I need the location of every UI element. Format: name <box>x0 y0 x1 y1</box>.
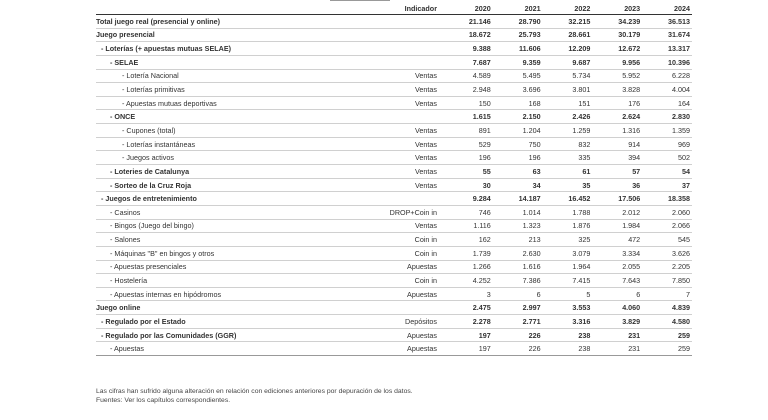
data-table-container <box>96 0 692 356</box>
row-value: 36 <box>592 178 642 192</box>
row-indicator <box>311 110 443 124</box>
row-value: 545 <box>642 233 692 247</box>
row-value: 34.239 <box>592 15 642 29</box>
row-indicator: Ventas <box>311 151 443 165</box>
row-value: 7.415 <box>543 274 593 288</box>
row-value: 3 <box>443 287 493 301</box>
header-year: 2023 <box>592 0 642 15</box>
row-label: - Apuestas internas en hipódromos <box>96 287 311 301</box>
table-row <box>96 342 692 356</box>
row-label: - Regulado por el Estado <box>96 315 311 329</box>
row-value: 2.060 <box>642 205 692 219</box>
row-label: - Bingos (Juego del bingo) <box>96 219 311 233</box>
row-value: 1.616 <box>493 260 543 274</box>
row-value: 32.215 <box>543 15 593 29</box>
row-indicator: Ventas <box>311 178 443 192</box>
table-row <box>96 42 692 56</box>
row-value: 35 <box>543 178 593 192</box>
row-value: 1.116 <box>443 219 493 233</box>
row-label: - Lotería Nacional <box>96 69 311 83</box>
table-row <box>96 55 692 69</box>
row-value: 4.580 <box>642 315 692 329</box>
row-indicator <box>311 15 443 29</box>
row-value: 4.060 <box>592 301 642 315</box>
row-value: 891 <box>443 124 493 138</box>
row-value: 1.359 <box>642 124 692 138</box>
row-indicator: Apuestas <box>311 328 443 342</box>
row-value: 150 <box>443 96 493 110</box>
row-indicator: DROP+Coin in <box>311 205 443 219</box>
table-row <box>96 205 692 219</box>
row-value: 57 <box>592 165 642 179</box>
row-value: 34 <box>493 178 543 192</box>
header-indicator: Indicador <box>311 0 443 15</box>
row-value: 21.146 <box>443 15 493 29</box>
row-label: - Juegos de entretenimiento <box>96 192 311 206</box>
row-value: 17.506 <box>592 192 642 206</box>
row-value: 472 <box>592 233 642 247</box>
row-value: 2.771 <box>493 315 543 329</box>
row-value: 1.984 <box>592 219 642 233</box>
row-value: 1.323 <box>493 219 543 233</box>
row-value: 1.259 <box>543 124 593 138</box>
table-row <box>96 110 692 124</box>
row-value: 9.388 <box>443 42 493 56</box>
row-value: 2.630 <box>493 246 543 260</box>
table-row <box>96 151 692 165</box>
row-value: 238 <box>543 328 593 342</box>
row-label: Total juego real (presencial y online) <box>96 15 311 29</box>
row-label: - Loterías instantáneas <box>96 137 311 151</box>
row-value: 1.615 <box>443 110 493 124</box>
row-value: 196 <box>443 151 493 165</box>
row-indicator: Ventas <box>311 69 443 83</box>
row-value: 18.672 <box>443 28 493 42</box>
row-indicator: Depósitos <box>311 315 443 329</box>
table-row <box>96 96 692 110</box>
row-value: 1.876 <box>543 219 593 233</box>
row-value: 2.475 <box>443 301 493 315</box>
row-value: 6.228 <box>642 69 692 83</box>
row-value: 1.266 <box>443 260 493 274</box>
table-row <box>96 69 692 83</box>
row-value: 231 <box>592 342 642 356</box>
row-value: 11.606 <box>493 42 543 56</box>
row-label: Juego presencial <box>96 28 311 42</box>
row-indicator <box>311 28 443 42</box>
footnote-revision: Las cifras han sufrido alguna alteración en relación con ediciones anteriores por depuración de los datos. <box>96 388 413 395</box>
table-row <box>96 192 692 206</box>
row-value: 36.513 <box>642 15 692 29</box>
row-value: 9.284 <box>443 192 493 206</box>
table-row <box>96 178 692 192</box>
row-value: 259 <box>642 328 692 342</box>
row-value: 162 <box>443 233 493 247</box>
row-value: 151 <box>543 96 593 110</box>
row-indicator <box>311 55 443 69</box>
row-label: - Sorteo de la Cruz Roja <box>96 178 311 192</box>
row-indicator <box>311 301 443 315</box>
row-label: - Apuestas mutuas deportivas <box>96 96 311 110</box>
row-value: 7.850 <box>642 274 692 288</box>
row-value: 30 <box>443 178 493 192</box>
row-indicator: Ventas <box>311 96 443 110</box>
row-indicator <box>311 42 443 56</box>
row-value: 25.793 <box>493 28 543 42</box>
row-value: 2.150 <box>493 110 543 124</box>
row-value: 394 <box>592 151 642 165</box>
table-row <box>96 137 692 151</box>
footnotes <box>96 387 413 406</box>
row-value: 18.358 <box>642 192 692 206</box>
row-label: - Casinos <box>96 205 311 219</box>
row-value: 3.829 <box>592 315 642 329</box>
row-value: 529 <box>443 137 493 151</box>
row-value: 7.687 <box>443 55 493 69</box>
header-year: 2020 <box>443 0 493 15</box>
table-row <box>96 287 692 301</box>
row-value: 3.626 <box>642 246 692 260</box>
row-value: 1.739 <box>443 246 493 260</box>
row-indicator: Coin in <box>311 246 443 260</box>
row-value: 5.952 <box>592 69 642 83</box>
row-value: 12.672 <box>592 42 642 56</box>
row-value: 13.317 <box>642 42 692 56</box>
row-value: 4.839 <box>642 301 692 315</box>
table-row <box>96 124 692 138</box>
row-value: 1.788 <box>543 205 593 219</box>
row-label: - Apuestas <box>96 342 311 356</box>
row-value: 6 <box>592 287 642 301</box>
row-value: 2.278 <box>443 315 493 329</box>
row-value: 3.079 <box>543 246 593 260</box>
row-value: 176 <box>592 96 642 110</box>
table-row <box>96 165 692 179</box>
row-value: 3.334 <box>592 246 642 260</box>
row-value: 3.801 <box>543 83 593 97</box>
row-value: 7.386 <box>493 274 543 288</box>
row-value: 231 <box>592 328 642 342</box>
row-value: 3.316 <box>543 315 593 329</box>
header-year: 2021 <box>493 0 543 15</box>
row-indicator: Coin in <box>311 274 443 288</box>
table-row <box>96 246 692 260</box>
row-value: 5.734 <box>543 69 593 83</box>
row-value: 213 <box>493 233 543 247</box>
row-value: 1.316 <box>592 124 642 138</box>
row-indicator: Coin in <box>311 233 443 247</box>
table-row <box>96 260 692 274</box>
row-value: 750 <box>493 137 543 151</box>
row-value: 502 <box>642 151 692 165</box>
row-value: 259 <box>642 342 692 356</box>
row-label: - Loteries de Catalunya <box>96 165 311 179</box>
row-value: 164 <box>642 96 692 110</box>
row-value: 28.790 <box>493 15 543 29</box>
table-row <box>96 315 692 329</box>
row-label: - Loterías (+ apuestas mutuas SELAE) <box>96 42 311 56</box>
row-indicator: Ventas <box>311 137 443 151</box>
row-value: 3.696 <box>493 83 543 97</box>
table-row <box>96 274 692 288</box>
header-year: 2024 <box>642 0 692 15</box>
row-value: 325 <box>543 233 593 247</box>
row-value: 2.205 <box>642 260 692 274</box>
row-value: 28.661 <box>543 28 593 42</box>
row-value: 5 <box>543 287 593 301</box>
row-value: 12.209 <box>543 42 593 56</box>
table-row <box>96 28 692 42</box>
row-value: 14.187 <box>493 192 543 206</box>
row-label: - Hostelería <box>96 274 311 288</box>
row-value: 4.589 <box>443 69 493 83</box>
header-year: 2022 <box>543 0 593 15</box>
row-label: - SELAE <box>96 55 311 69</box>
table-row <box>96 219 692 233</box>
row-label: - Loterías primitivas <box>96 83 311 97</box>
row-label: - Regulado por las Comunidades (GGR) <box>96 328 311 342</box>
table-header-row <box>96 0 692 15</box>
row-label: Juego online <box>96 301 311 315</box>
row-value: 61 <box>543 165 593 179</box>
row-label: - Juegos activos <box>96 151 311 165</box>
row-value: 9.359 <box>493 55 543 69</box>
row-indicator: Ventas <box>311 83 443 97</box>
row-value: 2.426 <box>543 110 593 124</box>
row-value: 969 <box>642 137 692 151</box>
row-indicator: Ventas <box>311 165 443 179</box>
row-value: 4.004 <box>642 83 692 97</box>
row-value: 2.055 <box>592 260 642 274</box>
row-value: 197 <box>443 342 493 356</box>
row-value: 37 <box>642 178 692 192</box>
row-label: - Cupones (total) <box>96 124 311 138</box>
row-indicator: Ventas <box>311 219 443 233</box>
row-value: 63 <box>493 165 543 179</box>
row-value: 2.624 <box>592 110 642 124</box>
row-label: - Máquinas "B" en bingos y otros <box>96 246 311 260</box>
row-label: - Salones <box>96 233 311 247</box>
row-value: 1.964 <box>543 260 593 274</box>
row-value: 5.495 <box>493 69 543 83</box>
row-value: 3.553 <box>543 301 593 315</box>
row-value: 2.066 <box>642 219 692 233</box>
row-value: 238 <box>543 342 593 356</box>
row-value: 7.643 <box>592 274 642 288</box>
row-indicator: Ventas <box>311 124 443 138</box>
row-value: 196 <box>493 151 543 165</box>
row-value: 1.014 <box>493 205 543 219</box>
footnote-sources: Fuentes: Ver los capítulos correspondientes. <box>96 397 231 405</box>
table-row <box>96 301 692 315</box>
row-label: - ONCE <box>96 110 311 124</box>
row-value: 226 <box>493 342 543 356</box>
row-value: 16.452 <box>543 192 593 206</box>
row-value: 2.012 <box>592 205 642 219</box>
row-value: 746 <box>443 205 493 219</box>
row-value: 2.997 <box>493 301 543 315</box>
row-value: 335 <box>543 151 593 165</box>
row-value: 2.948 <box>443 83 493 97</box>
table-body <box>96 15 692 356</box>
row-value: 1.204 <box>493 124 543 138</box>
row-value: 31.674 <box>642 28 692 42</box>
row-value: 30.179 <box>592 28 642 42</box>
row-value: 4.252 <box>443 274 493 288</box>
row-value: 3.828 <box>592 83 642 97</box>
row-indicator <box>311 192 443 206</box>
row-value: 9.956 <box>592 55 642 69</box>
row-value: 832 <box>543 137 593 151</box>
row-value: 55 <box>443 165 493 179</box>
row-value: 168 <box>493 96 543 110</box>
row-label: - Apuestas presenciales <box>96 260 311 274</box>
table-row <box>96 15 692 29</box>
row-value: 914 <box>592 137 642 151</box>
row-value: 54 <box>642 165 692 179</box>
row-value: 6 <box>493 287 543 301</box>
row-indicator: Apuestas <box>311 342 443 356</box>
table-row <box>96 83 692 97</box>
row-value: 7 <box>642 287 692 301</box>
row-value: 226 <box>493 328 543 342</box>
row-indicator: Apuestas <box>311 260 443 274</box>
row-value: 2.830 <box>642 110 692 124</box>
gaming-revenue-table <box>96 0 692 356</box>
row-indicator: Apuestas <box>311 287 443 301</box>
table-row <box>96 233 692 247</box>
header-label <box>96 0 311 15</box>
row-value: 197 <box>443 328 493 342</box>
row-value: 10.396 <box>642 55 692 69</box>
table-row <box>96 328 692 342</box>
row-value: 9.687 <box>543 55 593 69</box>
